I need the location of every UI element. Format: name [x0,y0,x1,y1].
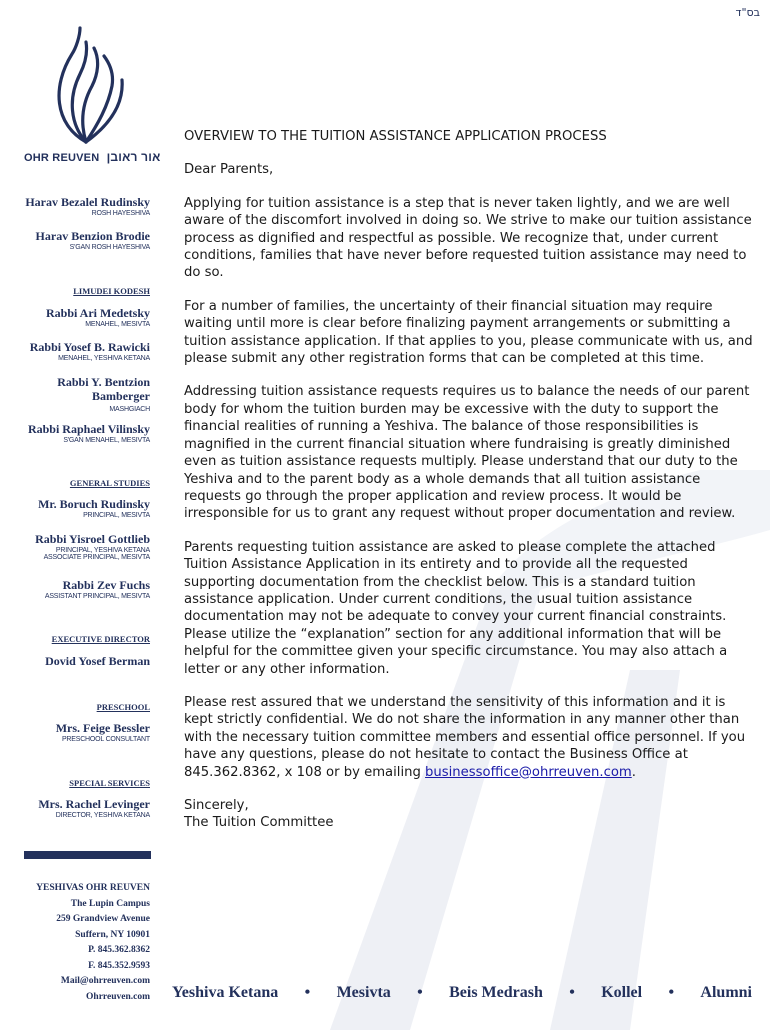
general-person-3-name: Rabbi Zev Fuchs [62,578,150,592]
footer-separator: • [304,984,311,1001]
limudei-kodesh-heading: LIMUDEI KODESH [73,286,150,296]
special-services-person [38,797,150,819]
footer-division-kollel: Kollel [601,984,643,1001]
letter-title: OVERVIEW TO THE TUITION ASSISTANCE APPLICATION PROCESS [184,129,607,144]
general-person-2 [35,532,150,561]
footer-division-beis-medrash: Beis Medrash [449,984,543,1001]
logo-wordmark [24,150,161,164]
special-services-person-name: Mrs. Rachel Levinger [38,797,150,811]
footer-separator: • [569,984,575,1001]
letter-salutation: Dear Parents, [184,162,274,178]
footer-separator: • [668,984,675,1001]
address-fax: F. 845.352.9593 [88,960,150,971]
general-studies-heading: GENERAL STUDIES [69,478,150,488]
address-block [36,881,150,1005]
footer-division-yeshiva-ketana: Yeshiva Ketana [172,984,279,1001]
footer-separator: • [417,984,423,1001]
address-street: 259 Grandview Avenue [56,914,150,924]
general-person-1-name: Mr. Boruch Rudinsky [38,497,150,511]
letter-closing: Sincerely, [184,798,249,813]
leader-1-title: ROSH HAYESHIVA [91,210,150,217]
letter-paragraph-5-end: . [631,764,636,780]
limudei-person-3-name-line2: Bamberger [92,389,150,403]
logo-name-he: אור ראובן [106,150,161,164]
letter-paragraph-4: Parents requesting tuition assistance are asked to please complete the attached Tuition Assistance Application in its entirety and to provide all the requested supporting documentation from the checklist below. This is a standard tuition assistance application. Under current conditions, the usual tuition assistance documentation may not be adequate to convey your current financial constraints. Please utilize the “explanation” section for any additional information that will be helpful for the committee given your specific circumstance. You may also attach a letter or any other information. [184,539,728,677]
limudei-person-3-title: MASHGIACH [109,406,150,413]
preschool-heading: PRESCHOOL [96,702,150,712]
limudei-person-1 [46,306,150,328]
leader-2-title: S'GAN ROSH HAYESHIVA [69,244,150,251]
executive-director [45,654,150,669]
leader-2 [36,229,150,251]
address-campus: The Lupin Campus [70,898,150,909]
logo-name-en: OHR REUVEN [24,152,100,164]
sidebar-divider [24,851,151,859]
preschool-person-title: PRESCHOOL CONSULTANT [61,736,150,743]
leader-1-name: Harav Bezalel Rudinsky [25,195,150,209]
bsd-header-mark: בס"ד [735,6,760,19]
leader-1 [25,195,150,217]
business-office-email-link[interactable]: businessoffice@ohrreuven.com [425,764,632,780]
limudei-person-3-name-line1: Rabbi Y. Bentzion [57,375,150,389]
limudei-person-1-title: MENAHEL, MESIVTA [85,321,150,328]
executive-director-heading: EXECUTIVE DIRECTOR [51,634,150,644]
footer-divisions [172,984,752,1002]
general-person-1-title: PRINCIPAL, MESIVTA [83,512,150,519]
address-city: Suffern, NY 10901 [75,929,150,940]
executive-director-name: Dovid Yosef Berman [45,654,150,668]
letter-signature: The Tuition Committee [184,815,334,831]
general-person-2-name: Rabbi Yisroel Gottlieb [35,532,150,546]
letter-paragraph-2: For a number of families, the uncertainty of their financial situation may require waiting until more is clear before finalizing payment arrangements or submitting a tuition assistance application. If that applies to you, please communicate with us, and please submit any other registration forms that can be completed at this time. [184,298,753,367]
limudei-person-2-name: Rabbi Yosef B. Rawicki [29,340,150,354]
limudei-person-2 [30,340,150,362]
special-services-heading: SPECIAL SERVICES [69,778,150,788]
letter-body [184,128,754,832]
letter-paragraph-3: Addressing tuition assistance requests requires us to balance the needs of our parent body for whom the tuition burden may be excessive with the duty to support the financial realities of running a Yeshiva. The balance of those responsibilities is magnified in the current financial situation where fundraising is greatly diminished even as tuition assistance requests multiply. Please understand that our duty to the Yeshiva and to the parent body as a whole demands that all tuition assistance requests go through the proper application and review process. It would be irresponsible for us to grant any request without proper documentation and review. [184,384,750,522]
address-org: YESHIVAS OHR REUVEN [36,883,150,893]
special-services-person-title: DIRECTOR, YESHIVA KETANA [55,812,150,819]
footer-division-alumni: Alumni [700,984,752,1001]
limudei-person-2-title: MENAHEL, YESHIVA KETANA [58,355,150,362]
footer-division-mesivta: Mesivta [336,984,391,1001]
limudei-person-4-title: S'GAN MENAHEL, MESIVTA [63,437,150,444]
preschool-person-name: Mrs. Feige Bessler [55,721,150,735]
general-person-1 [38,497,150,519]
address-email: Mail@ohrreuven.com [60,976,150,986]
limudei-person-4-name: Rabbi Raphael Vilinsky [27,422,150,436]
limudei-person-4 [28,422,150,444]
letter-paragraph-1: Applying for tuition assistance is a step that is never taken lightly, and we are well aware of the discomfort involved in doing so. We strive to make our tuition assistance process as dignified and respectful as possible. We recognize that, under current conditions, families that have never before requested tuition assistance may need to do so. [184,195,752,281]
address-website: Ohrreuven.com [86,991,150,1002]
address-phone: P. 845.362.8362 [88,945,150,955]
flame-logo-icon [46,14,126,146]
preschool-person [56,721,150,743]
letter-paragraph-5 [184,694,754,781]
limudei-person-3 [57,375,150,417]
general-person-3 [45,578,150,600]
general-person-3-title: ASSISTANT PRINCIPAL, MESIVTA [44,593,150,600]
leader-2-name: Harav Benzion Brodie [35,229,150,243]
general-person-2-title: PRINCIPAL, YESHIVA KETANA [55,547,150,554]
letter-paragraph-5-text: Please rest assured that we understand the sensitivity of this information and it is kept strictly confidential. We do not share the information in any manner other than with the necessary tuition committee members and essential office personnel. If you have any questions, please do not hesitate to contact the Business Office at 845.362.8362, x 108 or by emailing [184,694,746,780]
limudei-person-1-name: Rabbi Ari Medetsky [45,306,150,320]
general-person-2-title2: ASSOCIATE PRINCIPAL, MESIVTA [43,554,150,561]
